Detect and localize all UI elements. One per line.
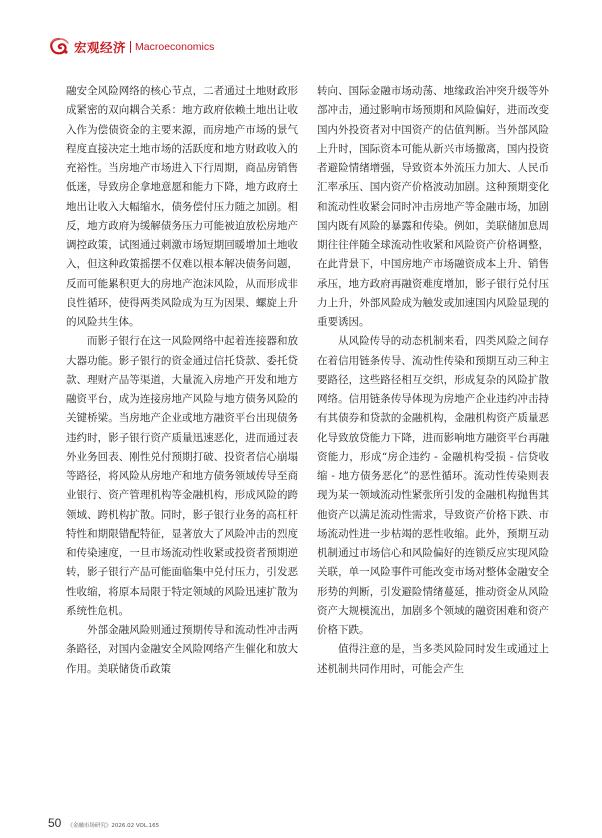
journal-citation: 《金融市场研究》2026.02 VOL.165	[67, 823, 160, 829]
section-swirl-logo-icon	[48, 37, 70, 57]
page-header	[48, 36, 214, 58]
left-column	[66, 82, 298, 679]
right-paragraph-3: 值得注意的是，当多类风险同时发生或通过上述机制共同作用时，可能会产生	[317, 643, 549, 675]
left-paragraph-1: 融安全风险网络的核心节点，二者通过土地财政形成紧密的双向耦合关系：地方政府依赖土地出让收入作为偿债资金的主要来源，而房地产市场的景气程度直接决定土地市场的活跃度和地方财政收入的充裕性。当房地产市场进入下行周期，商品房销售低迷，导致房企拿地意愿和能力下降，地方政府土地出让收入大幅缩水，债务偿付压力随之加剧。相反，地方政府为缓解债务压力可能被迫放松房地产调控政策，试图通过刺激市场短期回暖增加土地收入，但这种政策摇摆不仅难以根本解决债务问题，反而可能累积更大的房地产泡沫风险，从而形成非良性循环，使得两类风险成为互为因果、螺旋上升的风险共生体。	[66, 85, 298, 328]
right-paragraph-2: 从风险传导的动态机制来看，四类风险之间存在着信用链条传导、流动性传染和预期互动三种主要路径，这些路径相互交织，形成复杂的风险扩散网络。信用链条传导体现为房地产企业违约冲击持有其债券和贷款的金融机构，金融机构资产质量恶化导致放贷能力下降，进而影响地方融资平台再融资能力，形成“房企违约 - 金融机构受损 - 信贷收缩 - 地方债务恶化”的恶性循环。流动性传染则表现为某一领域流动性紧张所引发的金融机构抛售其他资产以满足流动性需求，导致资产价格下跌、市场流动性进一步枯竭的恶性收缩。此外，预期互动机制通过市场信心和风险偏好的连锁反应实现风险关联，单一风险事件可能改变市场对整体金融安全形势的判断，引发避险情绪蔓延，推动资金从风险资产大规模流出，加剧多个领域的融资困难和资产价格下跌。	[317, 335, 549, 636]
page-footer	[48, 816, 159, 830]
right-column	[317, 82, 549, 679]
section-title-en: Macroeconomics	[135, 41, 215, 53]
left-paragraph-2: 而影子银行在这一风险网络中起着连接器和放大器功能。影子银行的资金通过信托贷款、委托贷款、理财产品等渠道，大量流入房地产开发和地方融资平台，成为连接房地产风险与地方债务风险的关键桥梁。当房地产企业或地方融资平台出现债务违约时，影子银行资产质量迅速恶化，进而通过表外业务回表、刚性兑付预期打破、投资者信心崩塌等路径，将风险从房地产和地方债务领域传导至商业银行、资产管理机构等金融机构，形成风险的跨领域、跨机构扩散。同时，影子银行业务的高杠杆特性和期限错配特征，显著放大了风险冲击的烈度和传染速度，一旦市场流动性收紧或投资者预期逆转，影子银行产品可能面临集中兑付压力，引发恶性收缩，将原本局限于特定领域的风险迅速扩散为系统性危机。	[66, 335, 298, 617]
left-paragraph-3: 外部金融风险则通过预期传导和流动性冲击两条路径，对国内金融安全风险网络产生催化和放大作用。美联储货币政策	[66, 624, 298, 675]
section-title-cn: 宏观经济	[74, 40, 127, 55]
section-divider	[130, 41, 131, 53]
right-paragraph-1: 转向、国际金融市场动荡、地缘政治冲突升级等外部冲击，通过影响市场预期和风险偏好，进而改变国内外投资者对中国资产的估值判断。当外部风险上升时，国际资本可能从新兴市场撤离，国内投资者避险情绪增强，导致资本外流压力加大、人民币汇率承压、国内资产价格波动加剧。这种预期变化和流动性收紧会同时冲击房地产等金融市场，加剧国内既有风险的暴露和传染。例如，美联储加息周期往往伴随全球流动性收紧和风险资产价格调整，在此背景下，中国房地产市场融资成本上升、销售承压，地方政府再融资难度增加，影子银行兑付压力上升，外部风险成为触发或加速国内风险显现的重要诱因。	[317, 85, 549, 328]
page-number: 50	[48, 816, 62, 830]
